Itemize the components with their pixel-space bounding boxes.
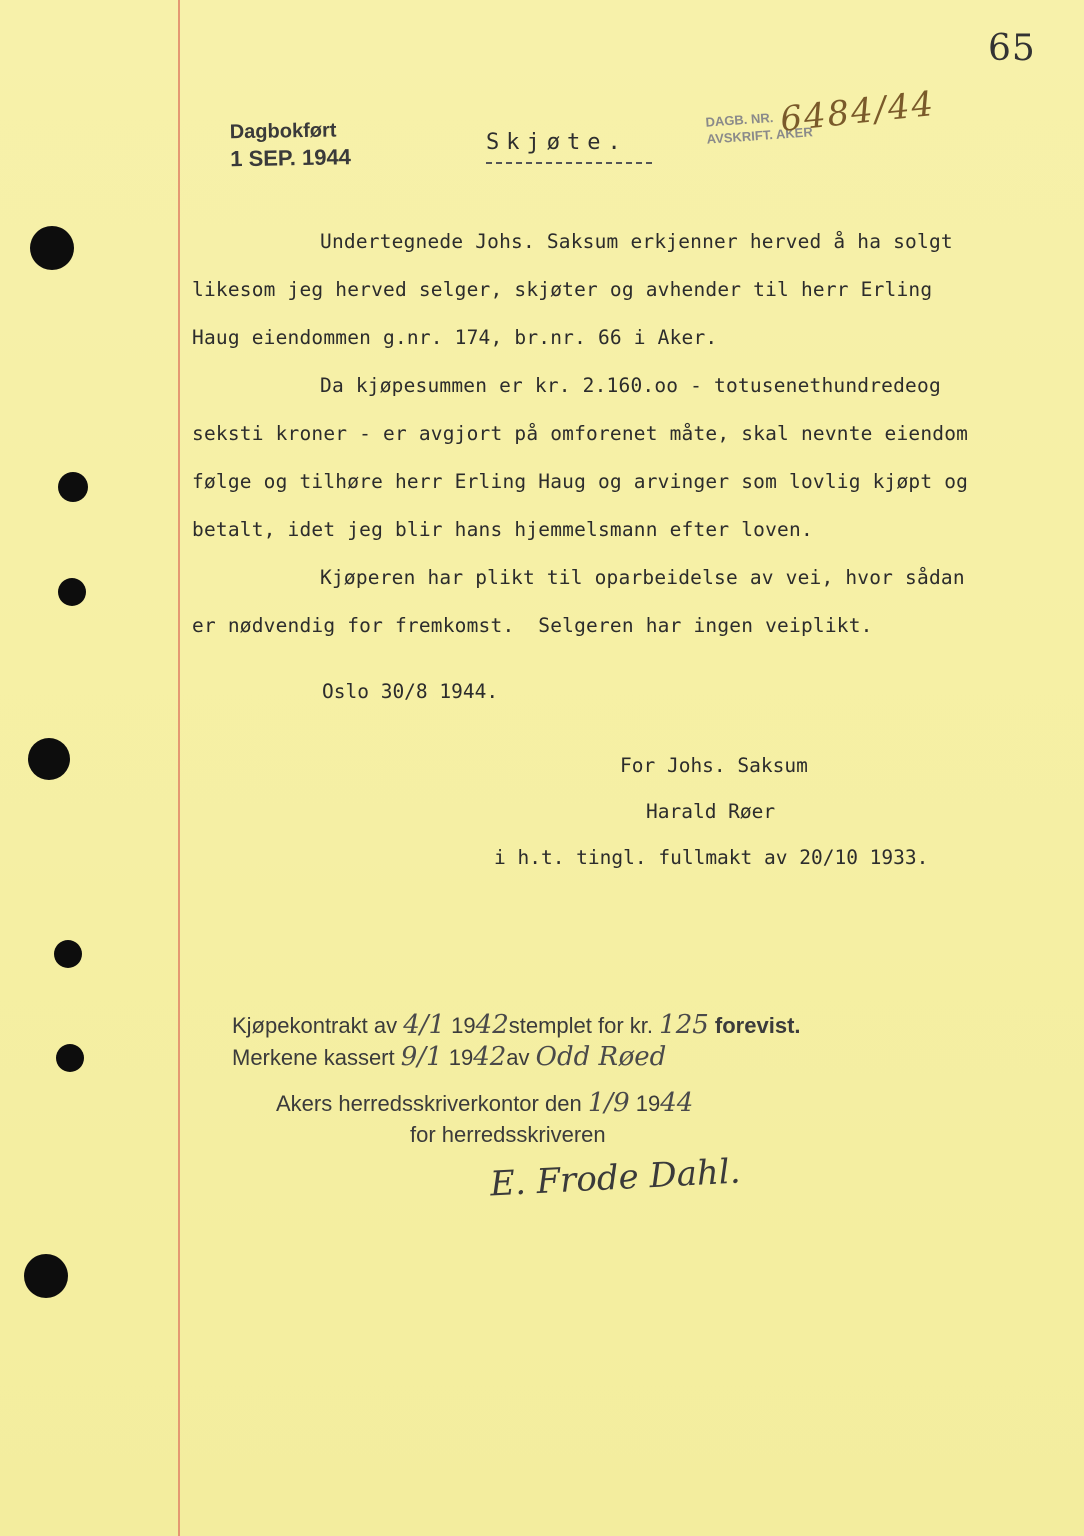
stamp-text: forevist. [714, 1013, 801, 1038]
stamp-text: Akers herredsskriverkontor den [276, 1091, 582, 1116]
place-date: Oslo 30/8 1944. [322, 680, 499, 703]
stamp-text: for herredsskriveren [410, 1122, 606, 1147]
stamp-text: Kjøpekontrakt av [232, 1013, 398, 1038]
stamp-line: Dagbokført [229, 119, 337, 144]
stamp-row [232, 1042, 666, 1072]
body-line: følge og tilhøre herr Erling Haug og arvinger som lovlig kjøpt og [192, 470, 969, 493]
stamp-text: 19 [635, 1091, 661, 1116]
stamp-text: av [506, 1045, 530, 1070]
handwritten-signature: E. Frode Dahl. [489, 1151, 742, 1205]
page-number: 65 [988, 28, 1036, 69]
body-line: Undertegnede Johs. Saksum erkjenner herved å ha solgt [320, 230, 953, 253]
handwritten-year: 42 [473, 1042, 507, 1072]
stamp-date: 1 SEP. 1944 [230, 144, 352, 172]
punch-hole [56, 1044, 84, 1072]
stamp-row [276, 1088, 693, 1118]
stamp-text: 19 [451, 1013, 476, 1038]
stamp-text: stemplet for kr. [508, 1013, 654, 1038]
handwritten-amount: 125 [659, 1010, 709, 1040]
body-line: likesom jeg herved selger, skjøter og avhender til herr Erling [192, 278, 933, 301]
deed-body [192, 218, 1052, 650]
dagbokfort-stamp [230, 119, 381, 173]
punch-hole [28, 738, 70, 780]
body-line: seksti kroner - er avgjort på omforenet måte, skal nevnte eiendom [192, 422, 969, 445]
body-line: betalt, idet jeg blir hans hjemmelsmann efter loven. [192, 518, 813, 541]
signature-line: i h.t. tingl. fullmakt av 20/10 1933. [494, 846, 929, 869]
body-line: Kjøperen har plikt til oparbeidelse av vei, hvor sådan [320, 566, 965, 589]
handwritten-journal-number: 6484/44 [778, 83, 937, 141]
stamp-text: 19 [448, 1045, 474, 1070]
handwritten-name: Odd Røed [535, 1042, 667, 1072]
signature-line: Harald Røer [646, 800, 776, 823]
signature-line: For Johs. Saksum [620, 754, 808, 777]
handwritten-date: 4/1 [403, 1010, 446, 1040]
stamp-line: AVSKRIFT. AKER [706, 124, 814, 147]
body-line: er nødvendig for fremkomst. Selgeren har ingen veiplikt. [192, 614, 873, 637]
margin-line [178, 0, 180, 1536]
punch-hole [58, 472, 88, 502]
handwritten-year: 44 [660, 1088, 694, 1118]
body-line: Haug eiendommen g.nr. 174, br.nr. 66 i Aker. [192, 326, 718, 349]
stamp-text: Merkene kassert [232, 1045, 395, 1070]
body-line: Da kjøpesummen er kr. 2.160.oo - totusenethundredeog [320, 374, 941, 397]
punch-hole [30, 226, 74, 270]
title-underline [486, 162, 652, 164]
punch-hole [58, 578, 86, 606]
stamp-line: DAGB. NR. [705, 110, 774, 130]
punch-hole [54, 940, 82, 968]
punch-hole [24, 1254, 68, 1298]
stamp-row [410, 1122, 606, 1148]
handwritten-date: 1/9 [587, 1088, 630, 1118]
document-title: Skjøte. [486, 130, 628, 155]
stamp-row [232, 1010, 801, 1040]
handwritten-date: 9/1 [400, 1042, 443, 1072]
handwritten-year: 42 [475, 1010, 509, 1040]
